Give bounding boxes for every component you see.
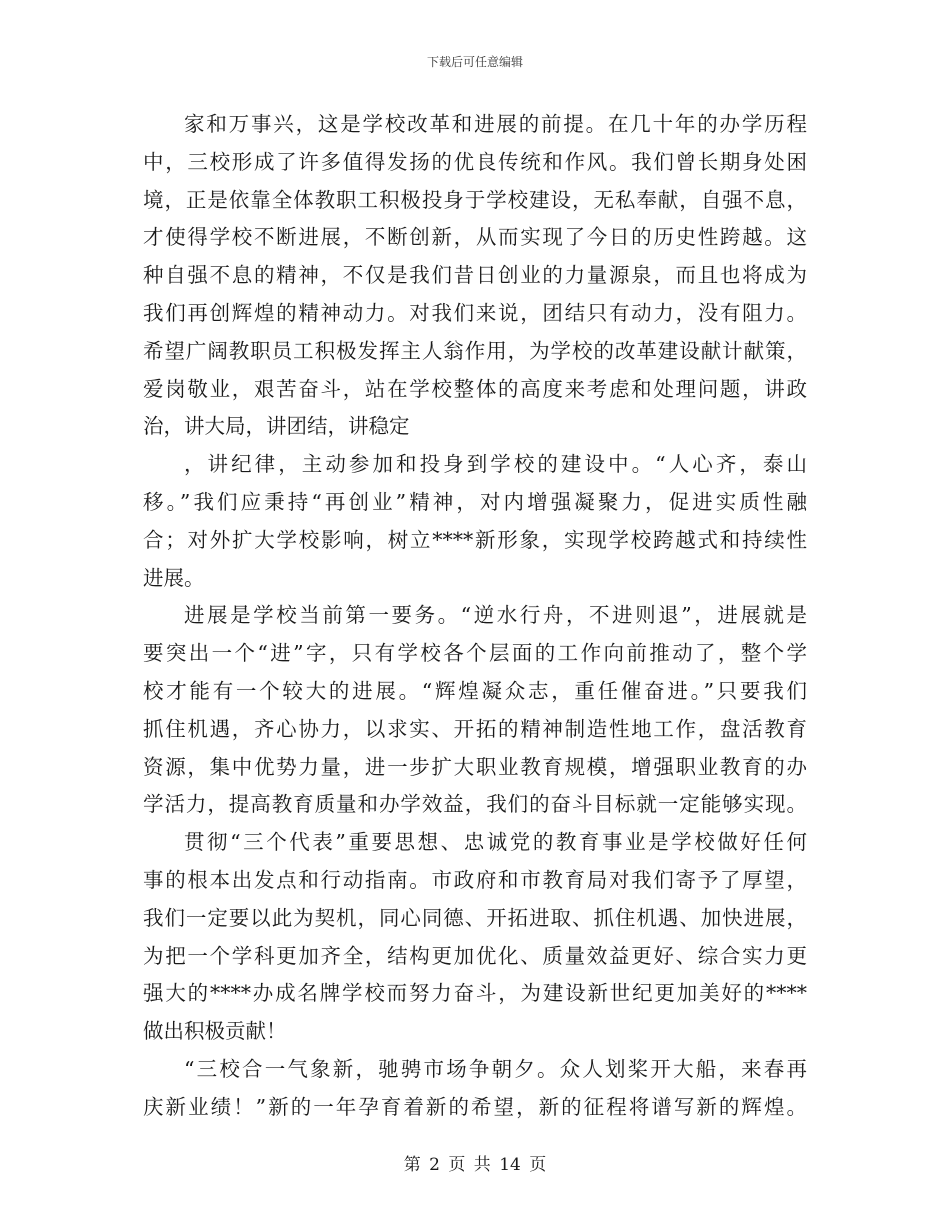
text-line: 做出积极贡献！ <box>143 1019 287 1044</box>
text-line: 家和万事兴，这是学校改革和进展的前提。在几十年的办学历程 <box>184 112 807 136</box>
text-line: 种自强不息的精神，不仅是我们昔日创业的力量源泉，而且也将成为 <box>143 263 807 288</box>
text-line: 贯彻“三个代表”重要思想、忠诚党的教育事业是学校做好任何 <box>184 830 807 855</box>
text-line: 爱岗敬业，艰苦奋斗，站在学校整体的高度来考虑和处理问题，讲政 <box>143 376 807 401</box>
text-line: 移。”我们应秉持“再创业”精神，对内增强凝聚力，促进实质性融 <box>143 489 807 514</box>
text-line: 中，三校形成了许多值得发扬的优良传统和作风。我们曾长期身处困 <box>143 149 807 174</box>
text-line: 抓住机遇，齐心协力，以求实、开拓的精神制造性地工作，盘活教育 <box>143 716 807 741</box>
page-header-note: 下载后可任意编辑 <box>426 55 523 69</box>
text-line: 要突出一个“进”字，只有学校各个层面的工作向前推动了，整个学 <box>143 641 807 666</box>
text-line: 为把一个学科更加齐全，结构更加优化、质量效益更好、综合实力更 <box>143 943 807 968</box>
text-line: 事的根本出发点和行动指南。市政府和市教育局对我们寄予了厚望， <box>143 867 807 892</box>
text-line: 校才能有一个较大的进展。“辉煌凝众志，重任催奋进。”只要我们 <box>143 678 807 703</box>
text-line: “三校合一气象新，驰骋市场争朝夕。众人划桨开大船，来春再 <box>184 1056 807 1081</box>
text-line: 我们一定要以此为契机，同心同德、开拓进取、抓住机遇、加快进展， <box>143 905 807 930</box>
text-line: 庆新业绩！”新的一年孕育着新的希望，新的征程将谱写新的辉煌。 <box>143 1094 807 1119</box>
text-line: 进展是学校当前第一要务。“逆水行舟，不进则退”，进展就是 <box>184 603 807 628</box>
text-line: 境，正是依靠全体教职工积极投身于学校建设，无私奉献，自强不息， <box>143 187 807 212</box>
text-line: 资源，集中优势力量，进一步扩大职业教育规模，增强职业教育的办 <box>143 754 807 779</box>
document-body <box>143 106 807 1127</box>
text-line: 我们再创辉煌的精神动力。对我们来说，团结只有动力，没有阻力。 <box>143 300 807 325</box>
text-line: ，讲纪律，主动参加和投身到学校的建设中。“人心齐，泰山 <box>184 452 807 477</box>
text-line: 希望广阔教职员工积极发挥主人翁作用，为学校的改革建设献计献策， <box>143 338 807 363</box>
text-line: 合；对外扩大学校影响，树立****新形象，实现学校跨越式和持续性 <box>143 527 807 552</box>
text-line: 治，讲大局，讲团结，讲稳定 <box>143 414 410 439</box>
text-line: 才使得学校不断进展，不断创新，从而实现了今日的历史性跨越。这 <box>143 225 807 250</box>
page-number: 第 2 页 共 14 页 <box>403 1155 547 1175</box>
text-line: 学活力，提高教育质量和办学效益，我们的奋斗目标就一定能够实现。 <box>143 792 807 817</box>
text-line: 进展。 <box>143 565 205 590</box>
text-line: 强大的****办成名牌学校而努力奋斗，为建设新世纪更加美好的**** <box>143 981 807 1006</box>
